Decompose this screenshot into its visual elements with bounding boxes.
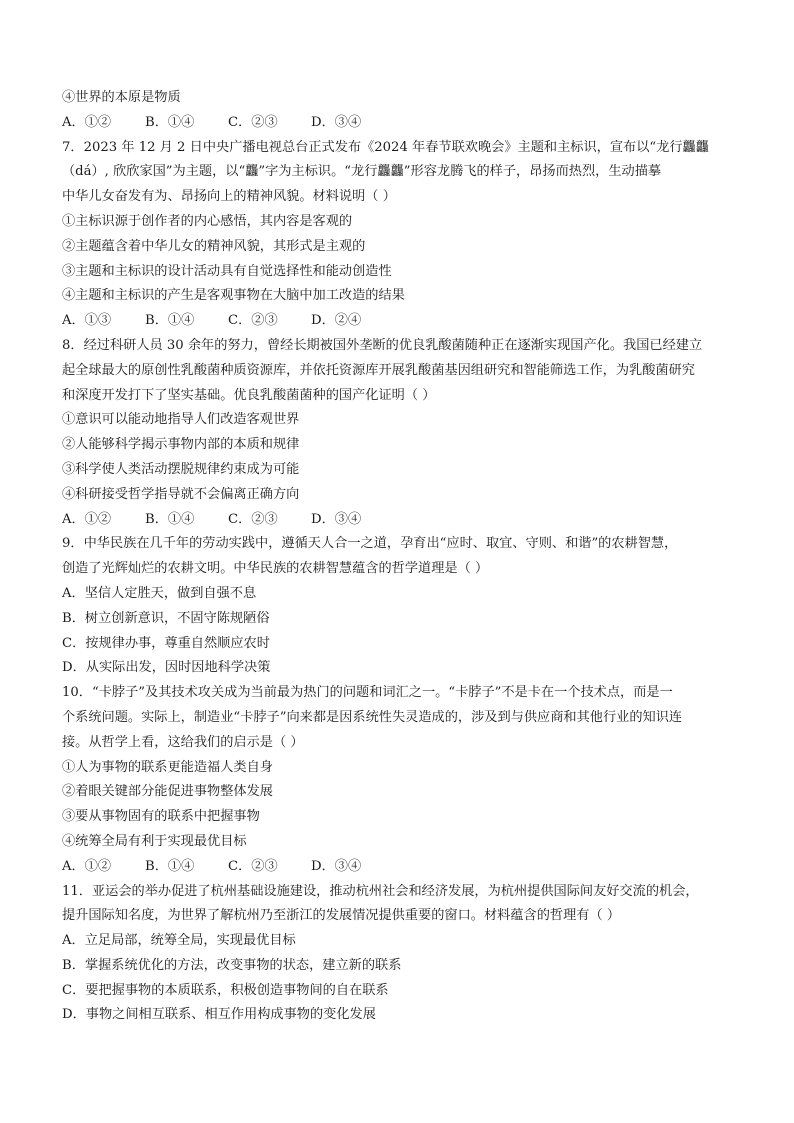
q6-option-d: D．③④ [311,114,362,130]
q9-option-d: D．从实际出发，因时因地科学决策 [62,660,271,676]
q7-item-4: ④主题和主标识的产生是客观事物在大脑中加工改造的结果 [62,288,405,304]
q10-options [62,855,734,880]
q11-option-a: A．立足局部，统筹全局，实现最优目标 [62,933,296,949]
q8-option-b: B．①④ [145,511,195,527]
q7-option-d: D．②④ [311,313,362,329]
q8-options [62,508,734,533]
q11-stem-line-1: 11．亚运会的举办促进了杭州基础设施建设，推动杭州社会和经济发展，为杭州提供国际间友好交流的机会， [62,883,699,899]
q9-stem-line-1: 9．中华民族在几千年的劳动实践中，遵循天人合一之道，孕育出“应时、取宜、守则、和谐”的农耕智慧， [62,536,678,552]
q9-stem-line-2: 创造了光辉灿烂的农耕文明。中华民族的农耕智慧蕴含的哲学道理是（ ） [62,561,489,577]
question-9 [62,532,734,681]
q11-stem-line-2: 提升国际知名度，为世界了解杭州乃至浙江的发展情况提供重要的窗口。材料蕴含的哲理有（ ） [62,908,621,924]
q11-option-b: B．掌握系统优化的方法，改变事物的状态，建立新的联系 [62,957,402,973]
q8-option-d: D．③④ [311,511,362,527]
q9-option-b: B．树立创新意识，不固守陈规陋俗 [62,610,270,626]
q7-item-2: ②主题蕴含着中华儿女的精神风貌，其形式是主观的 [62,238,366,254]
q8-item-4: ④科研接受哲学指导就不会偏离正确方向 [62,486,300,502]
q6-option-c: C．②③ [228,114,278,130]
q8-stem-line-2: 起全球最大的原创性乳酸菌种质资源库，并依托资源库开展乳酸菌基因组研究和智能筛选工作，为乳酸菌研究 [62,362,695,378]
q6-item-4: ④世界的本原是物质 [62,90,181,105]
q7-stem-line-2: （dá）, 欣欣家国”为主题，以“龘”字为主标识。“龙行龘龘”形容龙腾飞的样子，昂扬而热烈，生动描摹 [62,164,662,180]
q7-option-c: C．②③ [228,313,278,329]
q8-stem-line-3: 和深度开发打下了坚实基础。优良乳酸菌菌种的国产化证明（ ） [62,387,436,403]
q10-stem-line-1: 10．“卡脖子”及其技术攻关成为当前最为热门的问题和词汇之一。“卡脖子”不是卡在一个技术点，而是一 [62,685,673,701]
exam-content [62,86,734,1028]
q7-option-a: A．①③ [62,313,112,329]
q10-option-d: D．③④ [311,858,362,874]
q10-item-3: ③要从事物固有的联系中把握事物 [62,809,260,825]
q8-item-1: ①意识可以能动地指导人们改造客观世界 [62,412,300,428]
q8-item-3: ③科学使人类活动摆脱规律约束成为可能 [62,461,300,477]
q10-option-a: A．①② [62,858,112,874]
question-10 [62,681,734,879]
q8-item-2: ②人能够科学揭示事物内部的本质和规律 [62,437,300,453]
q10-item-2: ②着眼关键部分能促进事物整体发展 [62,784,273,800]
q7-stem-line-3: 中华儿女奋发有为、昂扬向上的精神风貌。材料说明（ ） [62,189,396,205]
q10-item-1: ①人为事物的联系更能造福人类自身 [62,759,273,775]
question-8 [62,334,734,532]
q7-item-3: ③主题和主标识的设计活动具有自觉选择性和能动创造性 [62,263,392,279]
q10-stem-line-3: 接。从哲学上看，这给我们的启示是（ ） [62,734,304,750]
q11-option-c: C．要把握事物的本质联系，积极创造事物间的自在联系 [62,982,389,998]
q10-item-4: ④统筹全局有利于实现最优目标 [62,833,247,849]
q9-option-c: C．按规律办事，尊重自然顺应农时 [62,635,270,651]
question-11 [62,880,734,1029]
q7-stem-line-1: 7．2023 年 12 月 2 日中央广播电视总台正式发布《2024 年春节联欢晚会》主题和主标识，宣布以“龙行龘龘 [62,139,709,155]
q7-option-b: B．①④ [145,313,195,329]
q8-stem-line-1: 8．经过科研人员 30 余年的努力，曾经长期被国外垄断的优良乳酸菌随种正在逐渐实现国产化。我国已经建立 [62,337,703,353]
q7-options [62,309,734,334]
q10-option-c: C．②③ [228,858,278,874]
q6-options [62,111,734,136]
question-7 [62,136,734,334]
q10-option-b: B．①④ [145,858,195,874]
q11-option-d: D．事物之间相互联系、相互作用构成事物的变化发展 [62,1007,376,1023]
q8-option-a: A．①② [62,511,112,527]
q7-item-1: ①主标识源于创作者的内心感悟，其内容是客观的 [62,213,353,229]
q8-option-c: C．②③ [228,511,278,527]
q9-option-a: A．坚信人定胜天，做到自强不息 [62,585,257,601]
q6-option-b: B．①④ [145,114,195,130]
q6-option-a: A．①② [62,114,112,130]
q10-stem-line-2: 个系统问题。实际上，制造业“卡脖子”向来都是因系统性失灵造成的，涉及到与供应商和其他行业的知识连 [62,709,683,725]
